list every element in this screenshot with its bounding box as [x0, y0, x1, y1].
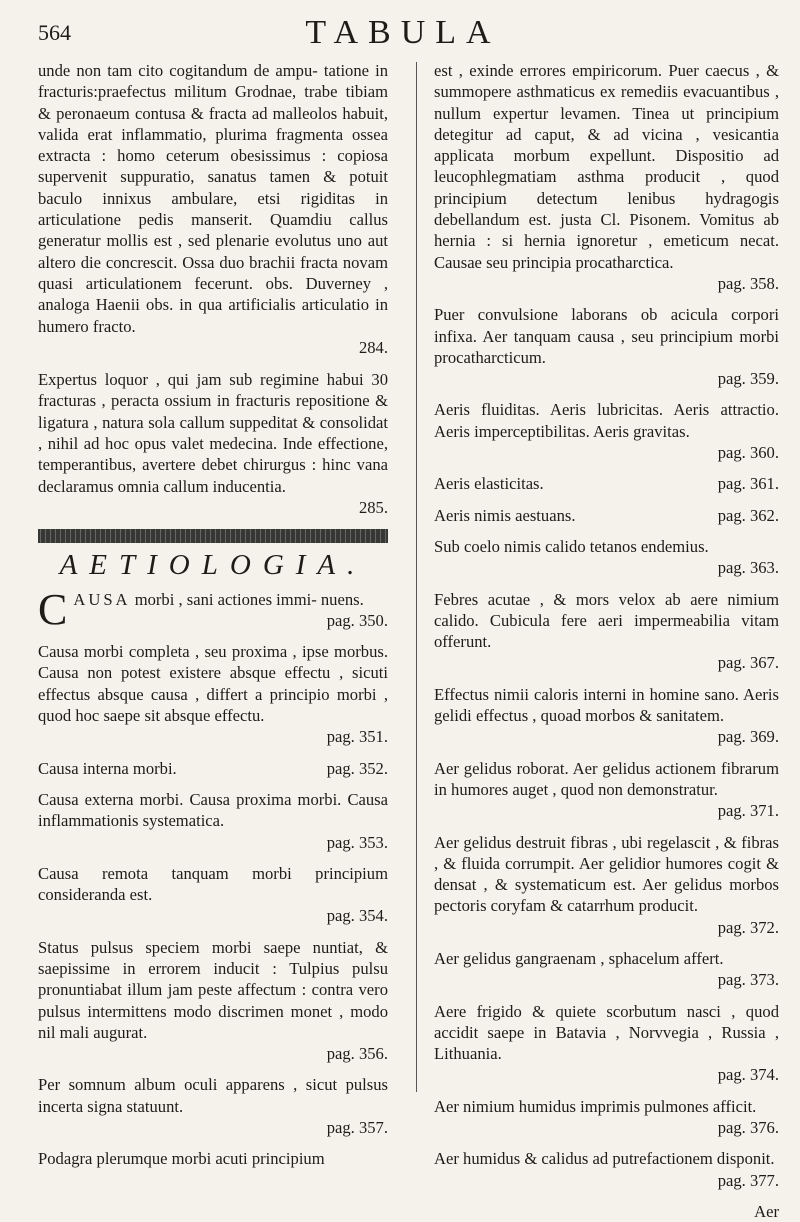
drop-cap: C — [38, 584, 68, 634]
index-entry — [434, 536, 779, 579]
running-title: TABULA — [305, 14, 501, 51]
index-entry — [434, 1148, 779, 1191]
entry-text: Causa morbi completa , seu proxima , ipse morbus. Causa non potest existere absque effectu , sicuti effectus absque causa , differt a principio morbi , quod hoc saepe sit absque effectu. — [38, 642, 388, 726]
page-reference: pag. 374. — [717, 1065, 779, 1085]
page-reference: pag. 376. — [717, 1118, 779, 1138]
paragraph-text: unde non tam cito cogitandum de ampu- tatione in fracturis:praefectus militum Grodnae, trabe tibiam & peronaeum contusa & fracta ad malleolos habuit, valida erat inflammatio, plurima fragmenta ossea extracta : homo ceterum obesissimus : copiosa supervenit suppuratio, sanatus tamen & potuit baculo innixus ambulare, etsi rigiditas in articulatione pedis manserit. Quamdiu callus generatur mollis est , sed plenarie evolutus uno aut altero die concrescit. Ossa duo brachii fracta novam quasi articulationem fecerunt. obs. Duverney , analoga Haenii obs. in qua artificialis articulatio in humero fracto. — [38, 61, 388, 336]
entry-text: Causa externa morbi. Causa proxima morbi. Causa inflammationis systematica. — [38, 789, 388, 831]
entry-text: Aer gelidus roborat. Aer gelidus actionem fibrarum in humores auget , quod non demonstratur. — [434, 758, 779, 799]
entry-text: Febres acutae , & mors velox ab aere nimium calido. Cubicula fere aeri impermeabilia vitam offerunt. — [434, 589, 779, 652]
entry-text: Aeris fluiditas. Aeris lubricitas. Aeris attractio. Aeris imperceptibilitas. Aeris gravitas. — [434, 400, 779, 441]
page-reference: pag. 363. — [717, 558, 779, 578]
entry-text: Podagra plerumque morbi acuti principium — [38, 1149, 325, 1169]
page-reference: pag. 356. — [326, 1044, 388, 1064]
index-entry — [434, 60, 779, 294]
column-divider — [416, 62, 417, 1092]
index-entry — [434, 948, 779, 991]
index-entry — [38, 758, 388, 779]
index-entry — [434, 758, 779, 822]
index-entry — [434, 505, 779, 526]
page-number: 564 — [38, 20, 71, 45]
text-paragraph — [38, 369, 388, 518]
entry-lead-word: AUSA — [73, 589, 131, 609]
entry-text: Puer convulsione laborans ob acicula corpori infixa. Aer tanquam causa , seu principium morbi procatharcticum. — [434, 305, 779, 367]
index-entry — [434, 1096, 779, 1139]
index-entry — [434, 473, 779, 494]
page-reference: pag. 371. — [717, 801, 779, 821]
index-entry — [38, 1074, 388, 1138]
entry-text: Per somnum album oculi apparens , sicut pulsus incerta signa statuunt. — [38, 1075, 388, 1116]
entry-text: Aeris elasticitas. — [434, 474, 544, 494]
page-reference: pag. 354. — [326, 906, 388, 926]
entry-text: Causa remota tanquam morbi principium considerandа est. — [38, 863, 388, 905]
page-reference: pag. 361. — [717, 474, 779, 494]
index-entry — [38, 584, 388, 634]
page-reference: pag. 358. — [717, 273, 779, 293]
paragraph-number: 285. — [358, 497, 388, 517]
index-entry — [38, 1148, 388, 1169]
entry-text: est , exinde errores empiricorum. Puer caecus , & summopere asthmaticus ex remediis evacuantibus , nullum expertur levamen. Tinea ut principium detegitur ad caput, & ad vicina , vesicantia applicata morbum expellunt. Dispositio ad leucophlegmatiam asthma producit , quod principium detectum lenibus hydragogis debellandum est. justa Cl. Pisonem. Vomitus ab hernia : si hernia ignoretur , emeticum necat. Causae seu principia procatharctica. — [434, 61, 779, 272]
entry-text: Aere frigido & quiete scorbutum nasci , quod accidit saepe in Batavia , Norvvegia , Russia , Lithuania. — [434, 1001, 779, 1064]
index-entry — [434, 589, 779, 674]
page-reference: pag. 357. — [326, 1118, 388, 1138]
page-reference: pag. 350. — [326, 610, 388, 630]
page-reference: pag. 369. — [717, 727, 779, 747]
page-reference: pag. 351. — [326, 727, 388, 747]
page-reference: pag. 372. — [717, 917, 779, 937]
left-column — [38, 60, 388, 1180]
page-reference: pag. 352. — [326, 758, 388, 778]
entry-text: morbi , sani actiones immi- nuens. — [130, 589, 364, 609]
index-entry — [434, 399, 779, 463]
catchword: Aer — [754, 1201, 779, 1221]
entry-text: Aer humidus & calidus ad putrefactionem disponit. — [434, 1149, 775, 1169]
entry-text: Aer gelidus destruit fibras , ubi regelascit , & fibras , & fluida corrumpit. Aer gelidior humores cogit & densat , & systematicum est. Aer gelidus morbos pectoris coryfam & catarrhum producit. — [434, 832, 779, 916]
page-reference: pag. 360. — [717, 443, 779, 463]
entry-text: Aer gelidus gangraenam , sphacelum affert. — [434, 948, 724, 968]
entry-text: Effectus nimii caloris interni in homine sano. Aeris gelidi effectus , quoad morbos & sanitatem. — [434, 684, 779, 726]
index-entry — [434, 684, 779, 748]
index-entry — [38, 863, 388, 927]
entry-text: Sub coelo nimis calido tetanos endemius. — [434, 536, 709, 556]
entry-text: Aer nimium humidus imprimis pulmones afficit. — [434, 1096, 757, 1116]
index-entry — [434, 304, 779, 389]
page-reference: pag. 359. — [717, 369, 779, 389]
index-entry — [434, 1001, 779, 1086]
page-reference: pag. 353. — [326, 832, 388, 852]
paragraph-text: Expertus loquor , qui jam sub regimine habui 30 fracturas , peracta ossium in fracturis repositione & ligatura , natura sola callum suppeditat & consolidat , nihil ad hoc opus valet medecina. Inde effectione, temperantibus, avertere debet chirurgus : hinc vana declaramus omnia callum inducentia. — [38, 370, 388, 496]
index-entry — [38, 937, 388, 1065]
page-reference: pag. 367. — [717, 653, 779, 673]
index-entry — [38, 789, 388, 853]
page-header — [38, 8, 768, 52]
entry-text: Aeris nimis aestuans. — [434, 505, 576, 525]
index-entry — [434, 832, 779, 938]
paragraph-number: 284. — [358, 337, 388, 357]
page-reference: pag. 373. — [717, 970, 779, 990]
index-entry — [38, 641, 388, 747]
text-paragraph — [38, 60, 388, 358]
entry-text: Causa interna morbi. — [38, 758, 177, 778]
entry-text: Status pulsus speciem morbi saepe nuntiat, & saepissime in errorem inducit : Tulpius pulsu pronuntiabat illum jam peste affectum : contra vero pulsus intermittens modo discrimen monet , modo nil mali augurat. — [38, 937, 388, 1042]
page-reference: pag. 377. — [717, 1170, 779, 1190]
ornamental-rule — [38, 529, 388, 543]
section-title: AETIOLOGIA. — [59, 549, 367, 582]
right-column — [434, 60, 779, 1222]
page-reference: pag. 362. — [717, 505, 779, 525]
